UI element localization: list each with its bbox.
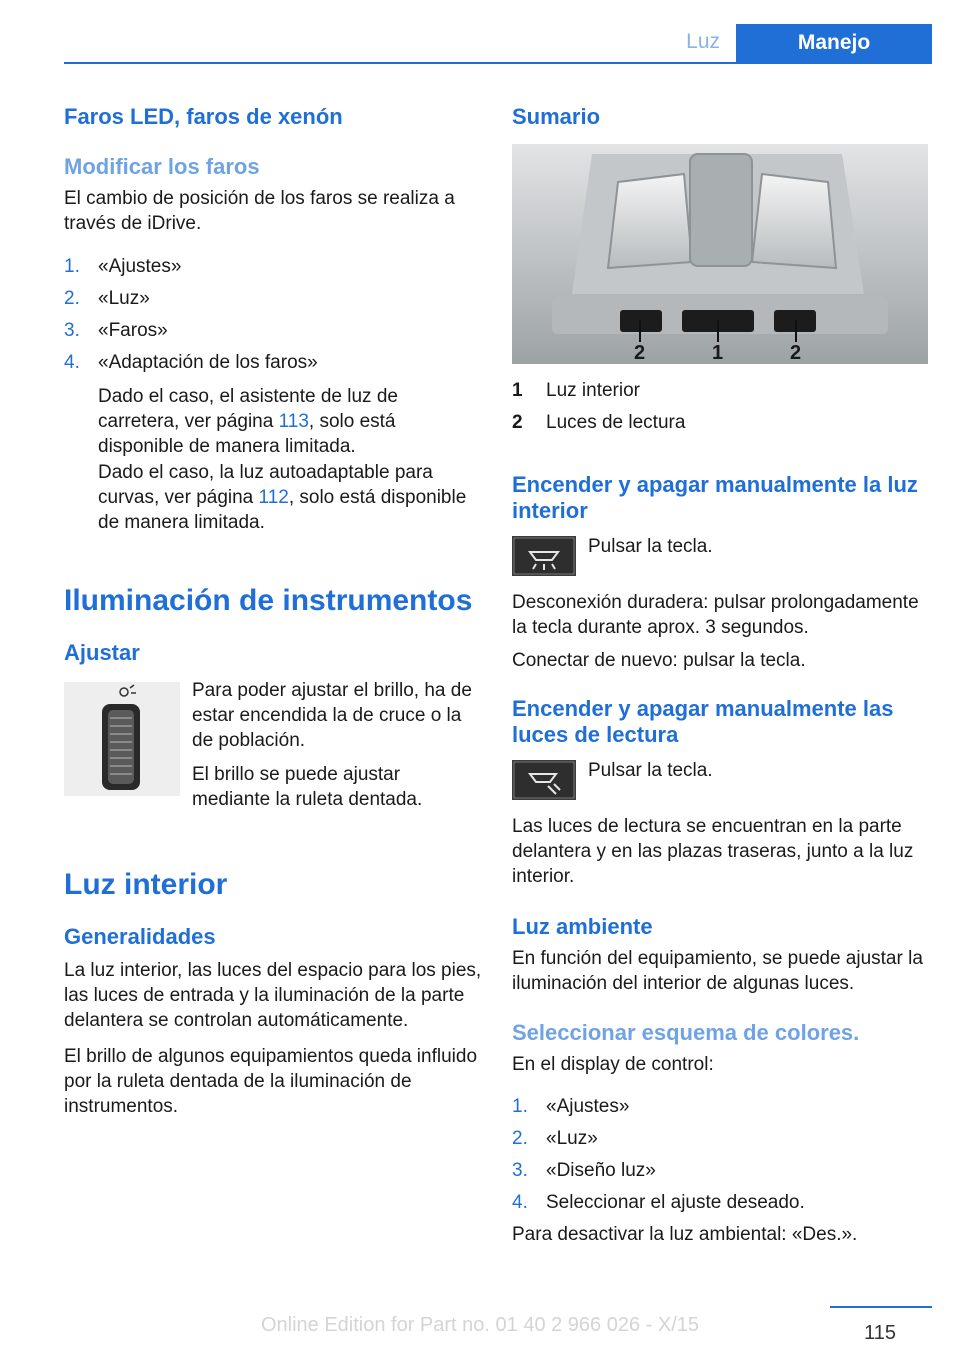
desactivar-text: Para desactivar la luz ambiental: «Des.». xyxy=(512,1224,858,1245)
dimmer-wheel-image xyxy=(64,682,180,796)
photo-label: 2 xyxy=(790,342,802,364)
page-link-112[interactable]: 112 xyxy=(258,487,289,508)
photo-label: 2 xyxy=(634,342,646,364)
footer-edition: Online Edition for Part no. 01 40 2 966 026 - X/15 xyxy=(260,1314,700,1336)
encender-lectura-title: Encender y apagar manualmente las luces de lectura xyxy=(512,696,894,747)
iluminacion-title: Iluminación de instrumentos xyxy=(64,584,473,617)
reading-light-button-icon xyxy=(512,760,576,800)
page-link-113[interactable]: 113 xyxy=(278,411,309,432)
legend-text: Luz interior xyxy=(546,380,640,401)
ambiente-title: Luz ambiente xyxy=(512,914,653,939)
lectura-text: Las luces de lectura se encuentran en la parte delantera y en las plazas traseras, junto a la luz interior. xyxy=(512,816,914,887)
luz-interior-title: Luz interior xyxy=(64,868,228,901)
ajustar-title: Ajustar xyxy=(64,640,140,665)
legend-text: Luces de lectura xyxy=(546,412,686,433)
generalidades-text-2: El brillo de algunos equipamientos queda influido por la ruleta dentada de la iluminación de instrumentos. xyxy=(64,1046,478,1117)
photo-label: 1 xyxy=(712,342,724,364)
legend-number: 1 xyxy=(512,380,523,401)
note-curvas: Dado el caso, la luz autoadaptable para curvas, ver página 112, solo está disponible de manera limitada. xyxy=(98,462,467,533)
chapter-tab: Manejo xyxy=(736,24,932,62)
section-label: Luz xyxy=(686,30,720,53)
faros-title: Faros LED, faros de xenón xyxy=(64,104,343,129)
ajustar-text-1: Para poder ajustar el brillo, ha de estar encendida la de cruce o la de población. xyxy=(192,680,472,751)
page-header xyxy=(64,24,932,64)
page-number: 115 xyxy=(864,1322,896,1344)
esquema-title: Seleccionar esquema de colores. xyxy=(512,1020,860,1045)
footer-rule xyxy=(830,1306,932,1308)
overhead-console-photo xyxy=(512,144,928,364)
pulsar-text: Pulsar la tecla. xyxy=(588,536,713,557)
conectar-text: Conectar de nuevo: pulsar la tecla. xyxy=(512,650,806,671)
sumario-title: Sumario xyxy=(512,104,601,129)
display-text: En el display de control: xyxy=(512,1054,714,1075)
ambiente-text: En función del equipamiento, se puede ajustar la iluminación del interior de algunas luces. xyxy=(512,948,923,994)
legend-number: 2 xyxy=(512,412,523,433)
generalidades-text-1: La luz interior, las luces del espacio para los pies, las luces de entrada y la iluminación de la parte delantera se controlan automáticamente. xyxy=(64,960,482,1031)
ajustar-text-2: El brillo se puede ajustar mediante la ruleta dentada. xyxy=(192,764,423,810)
interior-light-button-icon xyxy=(512,536,576,576)
modificar-title: Modificar los faros xyxy=(64,154,260,179)
modificar-text: El cambio de posición de los faros se realiza a través de iDrive. xyxy=(64,188,455,234)
note-asistente: Dado el caso, el asistente de luz de carretera, ver página 113, solo está disponible de manera limitada. xyxy=(98,386,398,457)
encender-interior-title: Encender y apagar manualmente la luz interior xyxy=(512,472,918,523)
desconexion-text: Desconexión duradera: pulsar prolongadamente la tecla durante aprox. 3 segundos. xyxy=(512,592,919,638)
generalidades-title: Generalidades xyxy=(64,924,216,949)
pulsar-text: Pulsar la tecla. xyxy=(588,760,713,781)
